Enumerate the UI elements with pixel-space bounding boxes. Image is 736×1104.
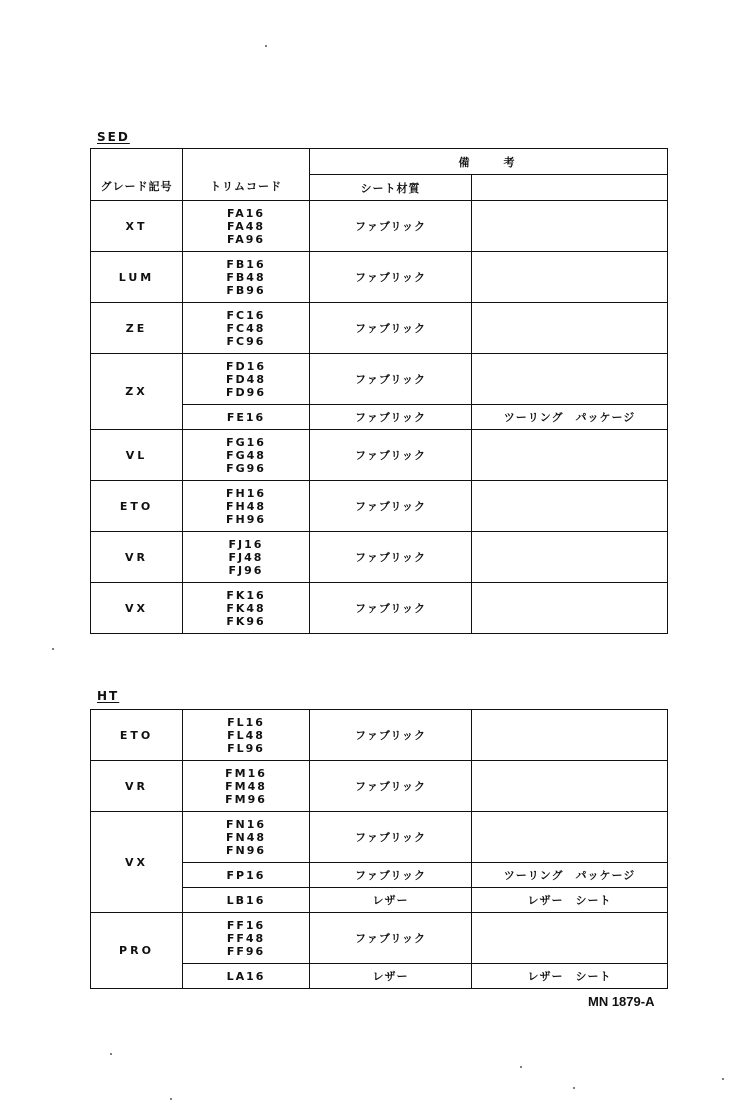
grade-cell: ZE (91, 303, 183, 354)
scan-speck (52, 648, 54, 650)
table-row (91, 710, 668, 761)
seat-material-cell: ファブリック (310, 761, 472, 812)
grade-cell: VL (91, 430, 183, 481)
trim-code: FJ16 (228, 537, 264, 551)
trim-code: FN16 (225, 817, 267, 831)
remarks-cell (472, 303, 668, 354)
scan-speck (110, 1053, 112, 1055)
trim-codes-cell (183, 761, 310, 812)
scan-speck (265, 45, 267, 47)
trim-codes-cell (183, 812, 310, 863)
sed-section-title: SED (97, 130, 130, 144)
trim-code: FA48 (226, 219, 266, 233)
sed-trim-table (90, 148, 668, 634)
remarks-cell (472, 430, 668, 481)
trim-code: FH16 (225, 486, 267, 500)
trim-code: FK48 (226, 601, 266, 615)
seat-material-cell: ファブリック (310, 481, 472, 532)
remarks-cell: ツーリング パッケージ (472, 405, 668, 430)
scan-speck (520, 1066, 522, 1068)
trim-codes-cell (183, 303, 310, 354)
table-row (91, 481, 668, 532)
table-row (91, 201, 668, 252)
trim-code: FD96 (226, 385, 266, 399)
remarks-cell (472, 354, 668, 405)
trim-code: FC96 (226, 334, 266, 348)
trim-codes-cell (183, 481, 310, 532)
seat-material-cell: ファブリック (310, 532, 472, 583)
trim-code: FM96 (225, 792, 267, 806)
trim-code: FA16 (226, 206, 266, 220)
remarks-cell (472, 252, 668, 303)
trim-codes-cell (183, 201, 310, 252)
trim-code: FF96 (226, 944, 266, 958)
remarks-cell (472, 761, 668, 812)
trim-code: FJ96 (228, 563, 264, 577)
table-row (91, 303, 668, 354)
trim-code: FB16 (226, 257, 266, 271)
trim-code: FG48 (226, 448, 266, 462)
grade-cell: VR (91, 761, 183, 812)
seat-material-cell: ファブリック (310, 303, 472, 354)
trim-code: FA96 (226, 232, 266, 246)
remarks-header: 備 考 (310, 149, 668, 175)
grade-cell: VX (91, 583, 183, 634)
trim-code: FK16 (226, 588, 266, 602)
trim-codes-cell (183, 532, 310, 583)
ht-trim-table (90, 709, 668, 989)
trim-code-header: トリムコード (183, 149, 310, 201)
trim-codes-cell (183, 863, 310, 888)
trim-code: FB48 (226, 270, 266, 284)
trim-codes-cell (183, 354, 310, 405)
trim-code: FB96 (226, 283, 266, 297)
trim-codes-cell (183, 964, 310, 989)
trim-codes-cell (183, 913, 310, 964)
seat-material-cell: ファブリック (310, 812, 472, 863)
trim-code: FM48 (225, 779, 267, 793)
seat-material-cell: ファブリック (310, 710, 472, 761)
grade-cell: LUM (91, 252, 183, 303)
seat-material-cell: ファブリック (310, 201, 472, 252)
seat-material-cell: ファブリック (310, 430, 472, 481)
grade-cell: ETO (91, 710, 183, 761)
remarks-cell (472, 532, 668, 583)
grade-cell: XT (91, 201, 183, 252)
trim-code: FP16 (226, 868, 266, 882)
table-row (91, 583, 668, 634)
seat-material-cell: ファブリック (310, 863, 472, 888)
grade-cell: VR (91, 532, 183, 583)
trim-code: FL16 (227, 715, 265, 729)
remarks-cell (472, 481, 668, 532)
remarks-cell (472, 201, 668, 252)
trim-code: FL48 (227, 728, 265, 742)
seat-material-cell: ファブリック (310, 354, 472, 405)
grade-cell: VX (91, 812, 183, 913)
table-row (91, 761, 668, 812)
trim-codes-cell (183, 888, 310, 913)
seat-material-cell: ファブリック (310, 583, 472, 634)
scan-speck (573, 1087, 575, 1089)
remarks-cell: レザー シート (472, 888, 668, 913)
trim-code: FH48 (225, 499, 267, 513)
remarks-cell (472, 710, 668, 761)
document-code: MN 1879-A (588, 994, 655, 1009)
grade-cell: PRO (91, 913, 183, 989)
scan-speck (170, 1098, 172, 1100)
trim-codes-cell (183, 405, 310, 430)
trim-code: LB16 (226, 893, 266, 907)
trim-code: FM16 (225, 766, 267, 780)
trim-code: FD48 (226, 372, 266, 386)
trim-code: FK96 (226, 614, 266, 628)
remarks-cell (472, 812, 668, 863)
remarks-subheader-blank (472, 175, 668, 201)
seat-material-cell: レザー (310, 888, 472, 913)
trim-code: FE16 (226, 410, 266, 424)
trim-code: FF16 (226, 918, 266, 932)
remarks-cell (472, 913, 668, 964)
trim-code: FF48 (226, 931, 266, 945)
table-row (91, 430, 668, 481)
trim-codes-cell (183, 430, 310, 481)
ht-section-title: HT (97, 689, 120, 703)
seat-material-cell: ファブリック (310, 913, 472, 964)
table-row (91, 812, 668, 863)
remarks-cell (472, 583, 668, 634)
trim-codes-cell (183, 583, 310, 634)
trim-codes-cell (183, 252, 310, 303)
table-row (91, 913, 668, 964)
seat-material-header: シート材質 (310, 175, 472, 201)
trim-code: FN96 (225, 843, 267, 857)
remarks-cell: レザー シート (472, 964, 668, 989)
seat-material-cell: ファブリック (310, 405, 472, 430)
trim-code: FL96 (227, 741, 265, 755)
trim-codes-cell (183, 710, 310, 761)
trim-code: FC16 (226, 308, 266, 322)
trim-code: FD16 (226, 359, 266, 373)
table-row (91, 252, 668, 303)
grade-cell: ETO (91, 481, 183, 532)
table-row (91, 354, 668, 405)
scan-speck (722, 1078, 724, 1080)
trim-code: FG96 (226, 461, 266, 475)
trim-code: FC48 (226, 321, 266, 335)
seat-material-cell: レザー (310, 964, 472, 989)
seat-material-cell: ファブリック (310, 252, 472, 303)
grade-cell: ZX (91, 354, 183, 430)
grade-header: グレード記号 (91, 149, 183, 201)
remarks-cell: ツーリング パッケージ (472, 863, 668, 888)
trim-code: FG16 (226, 435, 266, 449)
trim-code: FH96 (225, 512, 267, 526)
trim-code: FN48 (225, 830, 267, 844)
trim-code: LA16 (226, 969, 266, 983)
table-row (91, 532, 668, 583)
trim-code: FJ48 (228, 550, 264, 564)
